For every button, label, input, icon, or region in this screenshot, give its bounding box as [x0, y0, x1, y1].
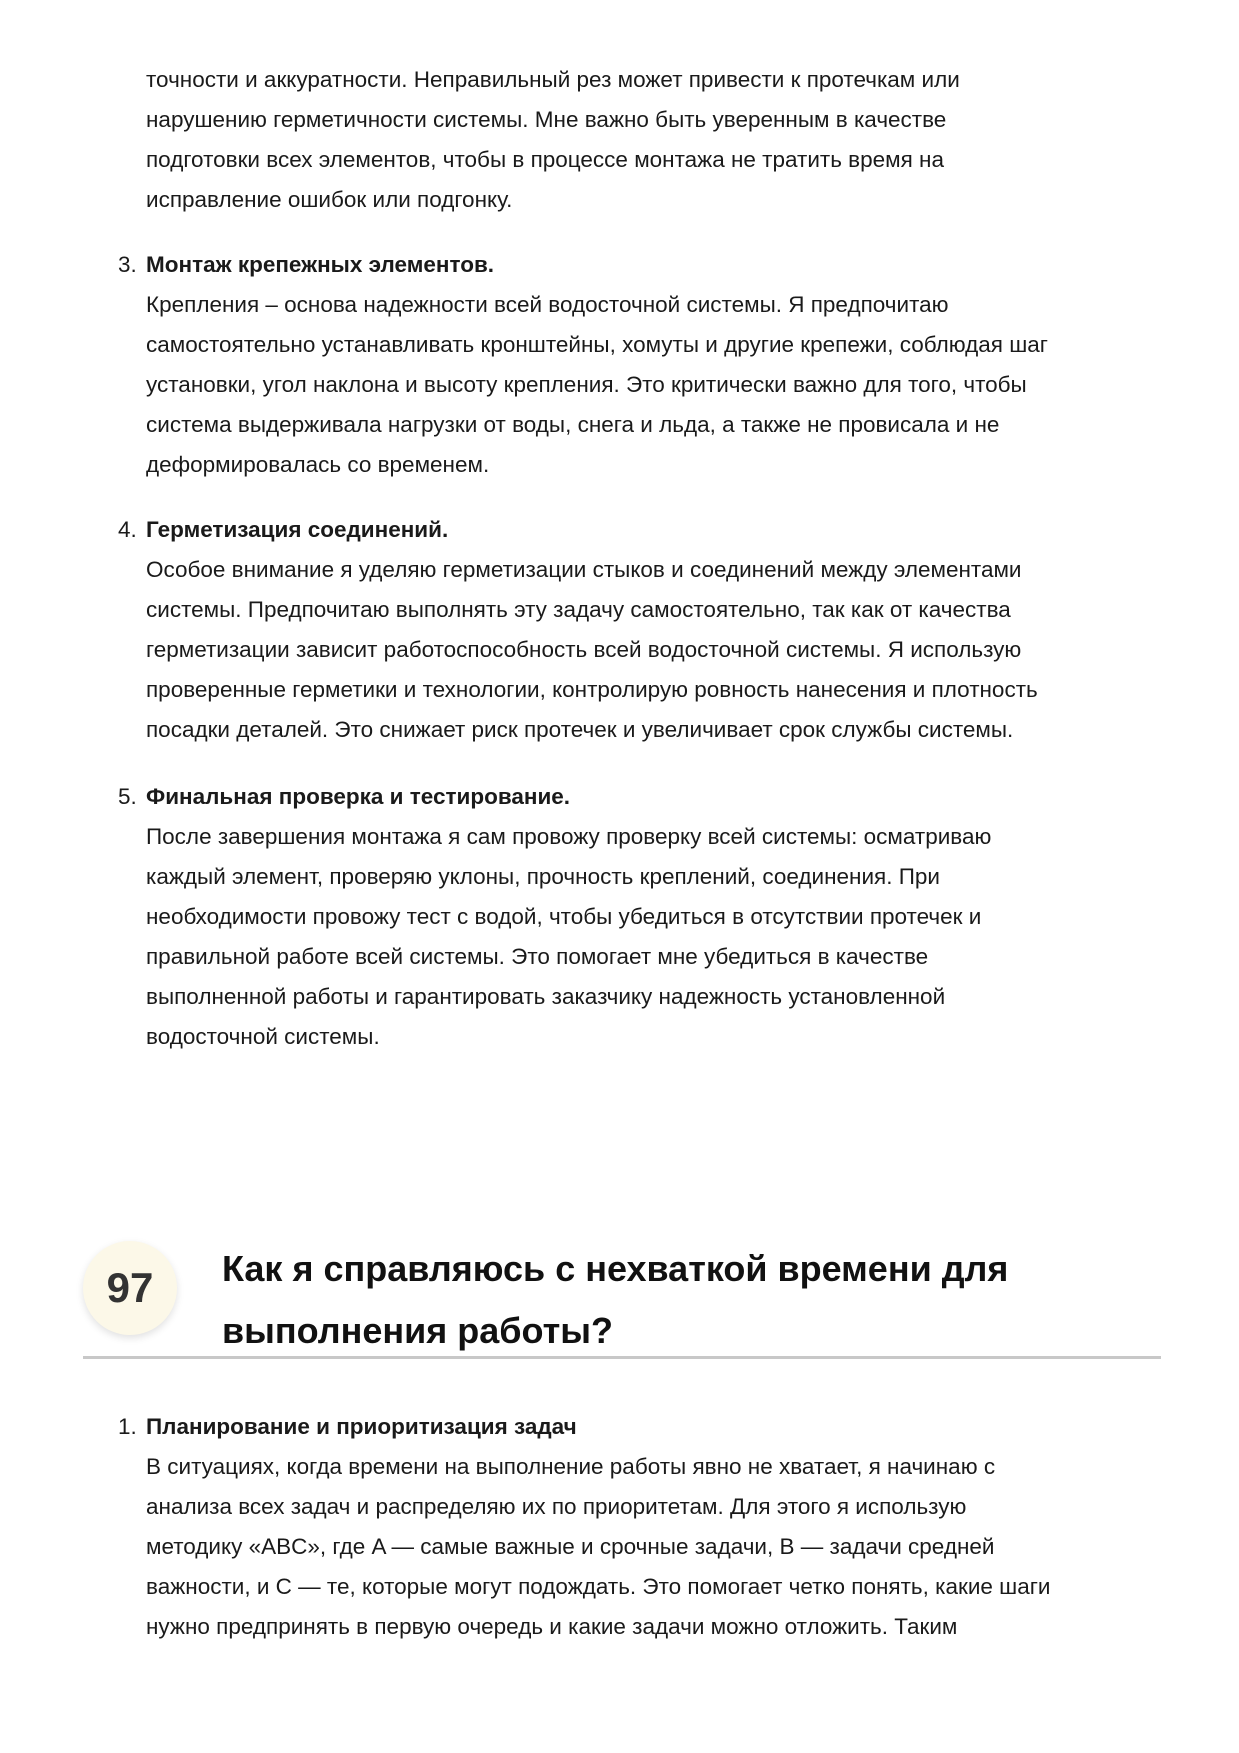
list-number: 3.: [118, 252, 137, 277]
text-line: В ситуациях, когда времени на выполнение работы явно не хватает, я начинаю с: [146, 1454, 996, 1479]
heading-line: выполнения работы?: [222, 1310, 613, 1351]
section-list-item-1: [118, 1407, 1179, 1647]
list-item-3: [118, 245, 1179, 485]
text-line: водосточной системы.: [146, 1024, 380, 1049]
text-line: анализа всех задач и распределяю их по приоритетам. Для этого я использую: [146, 1494, 967, 1519]
list-item-title: Монтаж крепежных элементов.: [146, 252, 495, 277]
text-line: система выдерживала нагрузки от воды, снега и льда, а также не провисала и не: [146, 412, 1000, 437]
intro-paragraph: [146, 60, 1179, 220]
list-item-title: Планирование и приоритизация задач: [146, 1414, 577, 1439]
text-line: установки, угол наклона и высоту крепления. Это критически важно для того, чтобы: [146, 372, 1027, 397]
text-line: посадки деталей. Это снижает риск протечек и увеличивает срок службы системы.: [146, 717, 1014, 742]
text-line: правильной работе всей системы. Это помогает мне убедиться в качестве: [146, 944, 929, 969]
list-number: 4.: [118, 517, 137, 542]
text-line: Крепления – основа надежности всей водосточной системы. Я предпочитаю: [146, 292, 949, 317]
section-heading: [222, 1238, 1008, 1362]
text-line: самостоятельно устанавливать кронштейны, хомуты и другие крепежи, соблюдая шаг: [146, 332, 1048, 357]
text-line: исправление ошибок или подгонку.: [146, 187, 513, 212]
text-line: важности, и C — те, которые могут подождать. Это помогает четко понять, какие шаги: [146, 1574, 1051, 1599]
text-line: деформировалась со временем.: [146, 452, 490, 477]
text-line: выполненной работы и гарантировать заказчику надежность установленной: [146, 984, 946, 1009]
question-number-badge: 97: [83, 1241, 177, 1335]
text-line: подготовки всех элементов, чтобы в процессе монтажа не тратить время на: [146, 147, 944, 172]
text-line: Особое внимание я уделяю герметизации стыков и соединений между элементами: [146, 557, 1022, 582]
text-line: необходимости провожу тест с водой, чтобы убедиться в отсутствии протечек и: [146, 904, 982, 929]
text-line: системы. Предпочитаю выполнять эту задачу самостоятельно, так как от качества: [146, 597, 1011, 622]
heading-line: Как я справляюсь с нехваткой времени для: [222, 1248, 1009, 1289]
text-line: нужно предпринять в первую очередь и какие задачи можно отложить. Таким: [146, 1614, 958, 1639]
list-item-4: [118, 510, 1179, 750]
heading-divider: [83, 1356, 1161, 1359]
list-number: 1.: [118, 1414, 137, 1439]
list-item-5: [118, 777, 1179, 1057]
text-line: герметизации зависит работоспособность всей водосточной системы. Я использую: [146, 637, 1022, 662]
text-line: каждый элемент, проверяю уклоны, прочность креплений, соединения. При: [146, 864, 940, 889]
text-line: проверенные герметики и технологии, контролирую ровность нанесения и плотность: [146, 677, 1038, 702]
text-line: методику «ABC», где A — самые важные и срочные задачи, B — задачи средней: [146, 1534, 995, 1559]
list-number: 5.: [118, 784, 137, 809]
list-item-title: Финальная проверка и тестирование.: [146, 784, 571, 809]
text-line: нарушению герметичности системы. Мне важно быть уверенным в качестве: [146, 107, 947, 132]
text-line: точности и аккуратности. Неправильный рез может привести к протечкам или: [146, 67, 960, 92]
text-line: После завершения монтажа я сам провожу проверку всей системы: осматриваю: [146, 824, 992, 849]
list-item-title: Герметизация соединений.: [146, 517, 449, 542]
